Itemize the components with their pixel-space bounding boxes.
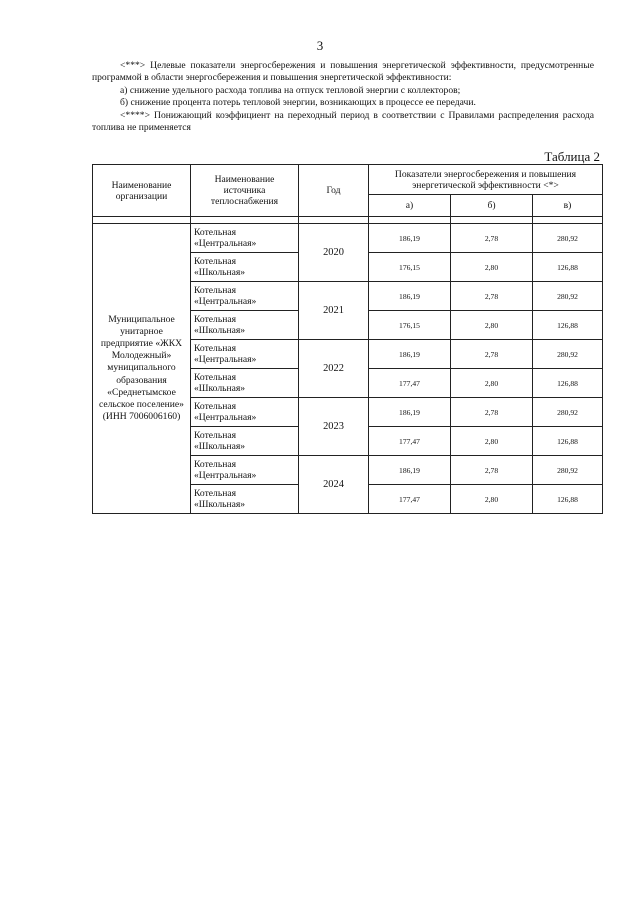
- value-a: 177,47: [369, 369, 451, 398]
- value-b: 2,78: [451, 282, 533, 311]
- footnote-item-b: б) снижение процента потерь тепловой энергии, возникающих в процессе ее передачи.: [120, 97, 476, 109]
- organization-name: Муниципальное унитарное предприятие «ЖКХ Молодежный» муниципального образования «Среднетымское сельское поселение» (ИНН 7006006160): [93, 224, 191, 514]
- value-c: 126,88: [533, 427, 603, 456]
- page-number: 3: [316, 38, 324, 53]
- source-name: Котельная «Центральная»: [191, 340, 299, 369]
- source-name: Котельная «Школьная»: [191, 485, 299, 514]
- header-indicators: Показатели энергосбережения и повышения энергетической эффективности <*>: [369, 165, 603, 195]
- header-sub-b: б): [451, 195, 533, 217]
- value-a: 186,19: [369, 398, 451, 427]
- year-cell: 2020: [299, 224, 369, 282]
- value-b: 2,80: [451, 485, 533, 514]
- value-a: 186,19: [369, 282, 451, 311]
- source-name: Котельная «Центральная»: [191, 456, 299, 485]
- value-a: 186,19: [369, 224, 451, 253]
- value-c: 280,92: [533, 456, 603, 485]
- value-a: 176,15: [369, 253, 451, 282]
- year-cell: 2024: [299, 456, 369, 514]
- table-label: Таблица 2: [544, 149, 600, 164]
- value-b: 2,80: [451, 253, 533, 282]
- value-b: 2,80: [451, 369, 533, 398]
- value-c: 280,92: [533, 398, 603, 427]
- footnote-item-a: а) снижение удельного расхода топлива на отпуск тепловой энергии с коллекторов;: [120, 84, 461, 96]
- header-organization: Наименование организации: [93, 165, 191, 217]
- year-cell: 2021: [299, 282, 369, 340]
- source-name: Котельная «Школьная»: [191, 427, 299, 456]
- indicators-table: [92, 164, 603, 514]
- header-sub-a: а): [369, 195, 451, 217]
- value-a: 177,47: [369, 427, 451, 456]
- source-name: Котельная «Центральная»: [191, 398, 299, 427]
- footnote-reduction-coefficient: <****> Понижающий коэффициент на переходный период в соответствии с Правилами распределения расхода топлива не применяется: [92, 109, 594, 134]
- value-a: 177,47: [369, 485, 451, 514]
- header-source: Наименование источника теплоснабжения: [191, 165, 299, 217]
- value-b: 2,78: [451, 340, 533, 369]
- source-name: Котельная «Школьная»: [191, 311, 299, 340]
- source-name: Котельная «Центральная»: [191, 282, 299, 311]
- source-name: Котельная «Центральная»: [191, 224, 299, 253]
- value-b: 2,80: [451, 427, 533, 456]
- header-year: Год: [299, 165, 369, 217]
- source-name: Котельная «Школьная»: [191, 253, 299, 282]
- year-cell: 2022: [299, 340, 369, 398]
- value-c: 280,92: [533, 224, 603, 253]
- value-a: 186,19: [369, 456, 451, 485]
- year-cell: 2023: [299, 398, 369, 456]
- value-c: 280,92: [533, 340, 603, 369]
- table-row: [93, 224, 603, 253]
- source-name: Котельная «Школьная»: [191, 369, 299, 398]
- value-c: 126,88: [533, 485, 603, 514]
- value-c: 126,88: [533, 311, 603, 340]
- value-c: 126,88: [533, 253, 603, 282]
- value-b: 2,80: [451, 311, 533, 340]
- footnotes: [92, 60, 594, 134]
- value-c: 126,88: [533, 369, 603, 398]
- value-a: 176,15: [369, 311, 451, 340]
- value-b: 2,78: [451, 224, 533, 253]
- value-a: 186,19: [369, 340, 451, 369]
- value-b: 2,78: [451, 398, 533, 427]
- value-b: 2,78: [451, 456, 533, 485]
- value-c: 280,92: [533, 282, 603, 311]
- footnote-target-indicators: <***> Целевые показатели энергосбережения и повышения энергетической эффективности, предусмотренные программой в области энергосбережения и повышения энергетической эффективности:: [92, 60, 594, 84]
- header-sub-c: в): [533, 195, 603, 217]
